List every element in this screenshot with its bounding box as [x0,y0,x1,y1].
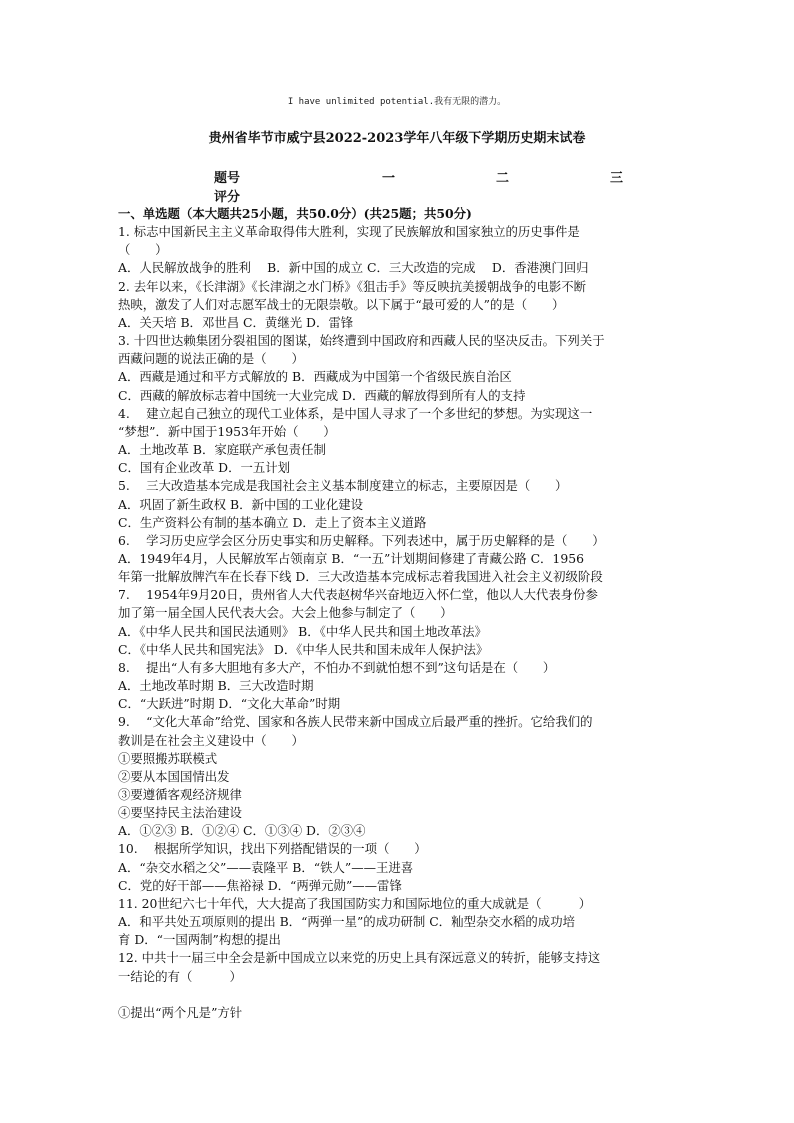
question-line: 育 D．“一国两制”构想的提出 [118,932,281,948]
score-cell-label: 题号 [214,171,241,186]
question-line: 9. “文化大革命”给党、国家和各族人民带来新中国成立后最严重的挫折。它给我们的 [118,714,593,730]
question-line: A．土地改革 B．家庭联产承包责任制 [118,442,326,458]
question-line: A．土地改革时期 B．三大改造时期 [118,678,314,694]
exam-content [118,205,678,1022]
question-line: A．①②③ B．①②④ C．①③④ D．②③④ [118,823,366,839]
question-line: 11. 20世纪六七十年代，大大提高了我国国防实力和国际地位的重大成就是（ ） [118,895,592,911]
question-line: A．关天培 B．邓世昌 C．黄继光 D．雷锋 [118,314,354,330]
question-line: C．“大跃进”时期 D．“文化大革命”时期 [118,696,341,712]
question-line: 教训是在社会主义建设中（ ） [118,732,304,748]
score-cell-section-1: 一 [382,171,396,186]
question-line: 6. 学习历史应学会区分历史事实和历史解释。下列表述中，属于历史解释的是（ ） [118,532,605,548]
question-line: 8. 提出“人有多大胆地有多大产，不怕办不到就怕想不到”这句话是在（ ） [118,659,556,675]
question-line: （ ） [118,242,168,258]
question-line: A．和平共处五项原则的提出 B．“两弹一星”的成功研制 C．籼型杂交水稻的成功培 [118,914,575,930]
question-line: 7. 1954年9月20日，贵州省人大代表赵树华兴奋地迈入怀仁堂，他以人大代表身份参 [118,587,598,603]
score-table [214,167,634,205]
score-cell-score-label: 评分 [214,190,241,205]
question-line: 5. 三大改造基本完成是我国社会主义基本制度建立的标志，主要原因是（ ） [118,478,568,494]
question-line: A．《中华人民共和国民法通则》 B．《中华人民共和国土地改革法》 [118,623,487,639]
page-motto: I have unlimited potential.我有无限的潜力。 [287,97,507,107]
question-line: A．西藏是通过和平方式解放的 B．西藏成为中国第一个省级民族自治区 [118,369,512,385]
question-line: 4. 建立起自己独立的现代工业体系，是中国人寻求了一个多世纪的梦想。为实现这一 [118,405,593,421]
question-line: A．巩固了新生政权 B．新中国的工业化建设 [118,496,364,512]
question-line: ③要遵循客观经济规律 [118,787,242,802]
question-line: C．生产资料公有制的基本确立 D．走上了资本主义道路 [118,514,427,530]
section-heading: 一、单选题（本大题共25小题，共50.0分）(共25题；共50分) [118,206,472,221]
question-line: 西藏问题的说法正确的是（ ） [118,351,304,367]
exam-title: 贵州省毕节市威宁县2022-2023学年八年级下学期历史期末试卷 [208,131,586,146]
question-line: C．国有企业改革 D．一五计划 [118,460,291,476]
question-line: 年第一批解放牌汽车在长春下线 D．三大改造基本完成标志着我国进入社会主义初级阶段 [118,569,603,585]
question-line: ②要从本国国情出发 [118,768,230,784]
question-line: 12. 中共十一届三中全会是新中国成立以来党的历史上具有深远意义的转折，能够支持这 [118,950,601,966]
score-row-header [214,167,634,186]
question-line: C．西藏的解放标志着中国统一大业完成 D．西藏的解放得到所有人的支持 [118,387,526,403]
question-line: 2. 去年以来，《长津湖》《长津湖之水门桥》《狙击手》等反映抗美援朝战争的电影不断 [118,278,587,294]
question-line: 1. 标志中国新民主主义革命取得伟大胜利，实现了民族解放和国家独立的历史事件是 [118,224,580,240]
question-line: A．人民解放战争的胜利 B．新中国的成立 C．三大改造的完成 D．香港澳门回归 [118,260,589,276]
question-line: C．党的好干部——焦裕禄 D．“两弹元勋”——雷锋 [118,877,402,893]
question-line: 加了第一届全国人民代表大会。大会上他参与制定了（ ） [118,605,453,621]
question-line: 热映，激发了人们对志愿军战士的无限崇敬。以下属于“最可爱的人”的是（ ） [118,296,565,312]
question-line: A．1949年4月，人民解放军占领南京 B．“一五”计划期间修建了青藏公路 C．1956 [118,550,584,566]
question-line: “梦想”．新中国于1953年开始（ ） [118,423,336,439]
question-line: A．“杂交水稻之父”——袁隆平 B．“铁人”——王进喜 [118,859,414,875]
score-row-score [214,186,634,205]
question-line: ①要照搬苏联模式 [118,750,218,766]
question-line: ④要坚持民主法治建设 [118,805,242,821]
question-line: 3. 十四世达赖集团分裂祖国的图谋，始终遭到中国政府和西藏人民的坚决反击。下列关于 [118,333,605,349]
question-line [118,986,678,1004]
question-line: ①提出“两个凡是”方针 [118,1004,243,1020]
question-line: 10. 根据所学知识，找出下列搭配错误的一项（ ） [118,841,427,857]
question-line: C．《中华人民共和国宪法》 D．《中华人民共和国未成年人保护法》 [118,641,489,657]
score-cell-section-3: 三 [610,171,624,186]
score-cell-section-2: 二 [496,171,510,186]
question-line: 一结论的有（ ） [118,968,242,984]
